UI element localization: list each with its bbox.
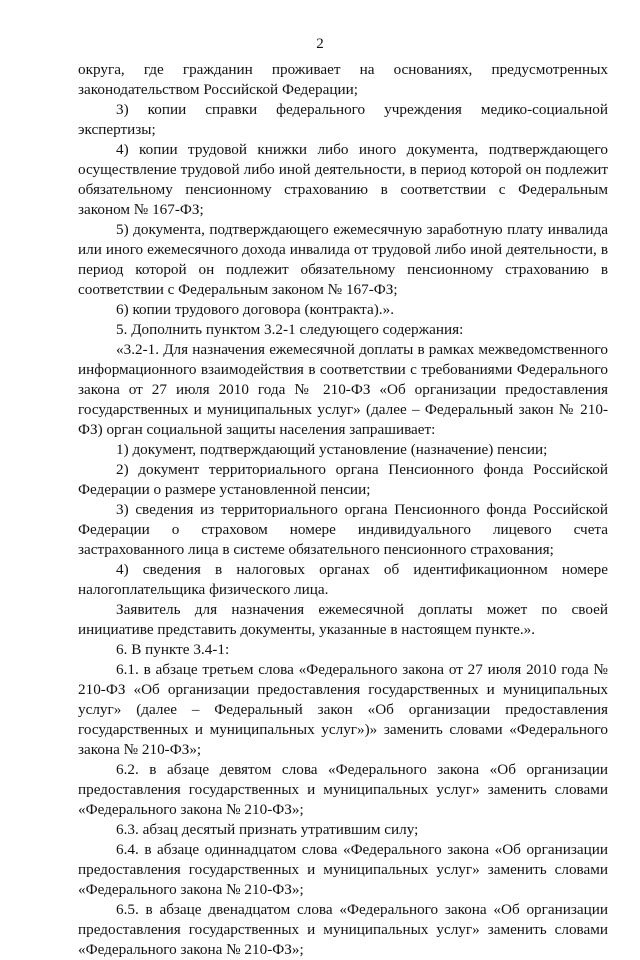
paragraph: 6.4. в абзаце одиннадцатом слова «Федерального закона «Об организации предоставления государственных и муниципальных услуг» заменить словами «Федерального закона № 210-ФЗ»; [78,841,608,898]
paragraph: 6.1. в абзаце третьем слова «Федерального закона от 27 июля 2010 года № 210-ФЗ «Об организации предоставления государственных и муниципальных услуг» (далее – Федеральный закон «Об организации предоставления государственных и муниципальных услуг»)» заменить словами «Федерального закона № 210-ФЗ»; [78,661,608,758]
paragraph: 2) документ территориального органа Пенсионного фонда Российской Федерации о размере установленной пенсии; [78,461,608,498]
paragraph: 6. В пункте 3.4-1: [116,641,230,658]
paragraph: 1) документ, подтверждающий установление (назначение) пенсии; [116,441,548,458]
paragraph: 3) сведения из территориального органа Пенсионного фонда Российской Федерации о страховом номере индивидуального лицевого счета застрахованного лица в системе обязательного пенсионного страхования; [78,501,608,558]
page-number: 2 [316,36,324,52]
paragraph: 6.2. в абзаце девятом слова «Федерального закона «Об организации предоставления государственных и муниципальных услуг» заменить словами «Федерального закона № 210-ФЗ»; [78,761,608,818]
paragraph: 6.3. абзац десятый признать утратившим силу; [116,821,419,838]
paragraph: Заявитель для назначения ежемесячной доплаты может по своей инициативе представить документы, указанные в настоящем пункте.». [78,601,608,638]
paragraph: «3.2-1. Для назначения ежемесячной доплаты в рамках межведомственного информационного взаимодействия в соответствии с требованиями Федерального закона от 27 июля 2010 года № 210-ФЗ «Об организации предоставления государственных и муниципальных услуг» (далее – Федеральный закон № 210-ФЗ) орган социальной защиты населения запрашивает: [78,341,608,438]
paragraph: 5. Дополнить пунктом 3.2-1 следующего содержания: [116,321,464,338]
paragraph: 4) сведения в налоговых органах об идентификационном номере налогоплательщика физического лица. [78,561,608,598]
paragraph: округа, где гражданин проживает на основаниях, предусмотренных законодательством Российской Федерации; [78,61,608,98]
document-body [78,60,608,960]
paragraph: 4) копии трудовой книжки либо иного документа, подтверждающего осуществление трудовой либо иной деятельности, в период которой он подлежит обязательному пенсионному страхованию в соответствии с Федеральным законом № 167-ФЗ; [78,141,608,218]
paragraph: 6) копии трудового договора (контракта).». [116,301,394,318]
paragraph: 3) копии справки федерального учреждения медико-социальной экспертизы; [78,101,608,138]
paragraph: 6.5. в абзаце двенадцатом слова «Федерального закона «Об организации предоставления государственных и муниципальных услуг» заменить словами «Федерального закона № 210-ФЗ»; [78,901,608,958]
paragraph: 5) документа, подтверждающего ежемесячную заработную плату инвалида или иного ежемесячного дохода инвалида от трудовой либо иной деятельности, в период которой он подлежит обязательному пенсионному страхованию в соответствии с Федеральным законом № 167-ФЗ; [78,221,608,298]
